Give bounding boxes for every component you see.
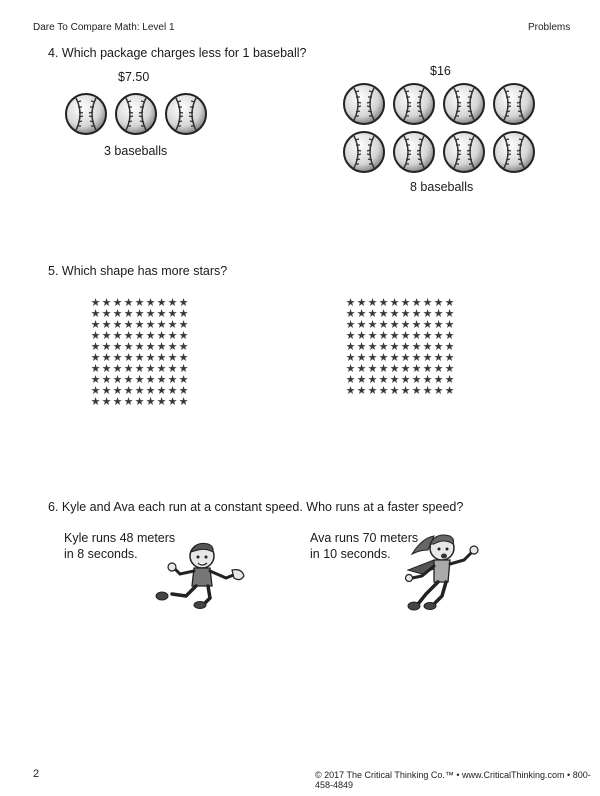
star-icon: ★ bbox=[178, 396, 189, 408]
star-icon: ★ bbox=[90, 297, 101, 309]
star-icon: ★ bbox=[145, 385, 156, 397]
star-icon: ★ bbox=[178, 341, 189, 353]
star-icon: ★ bbox=[400, 352, 411, 364]
star-icon: ★ bbox=[101, 341, 112, 353]
star-icon: ★ bbox=[123, 363, 134, 375]
question-4-text: 4. Which package charges less for 1 baseball? bbox=[48, 46, 307, 60]
star-icon: ★ bbox=[433, 385, 444, 397]
star-icon: ★ bbox=[345, 374, 356, 386]
star-icon: ★ bbox=[444, 385, 455, 397]
star-icon: ★ bbox=[422, 341, 433, 353]
star-icon: ★ bbox=[112, 374, 123, 386]
star-icon: ★ bbox=[156, 308, 167, 320]
star-icon: ★ bbox=[433, 352, 444, 364]
star-icon: ★ bbox=[378, 319, 389, 331]
baseball-icon bbox=[442, 82, 486, 126]
star-icon: ★ bbox=[411, 352, 422, 364]
ava-line-1: Ava runs 70 meters bbox=[310, 531, 419, 545]
question-6-text: 6. Kyle and Ava each run at a constant speed. Who runs at a faster speed? bbox=[48, 500, 464, 514]
star-icon: ★ bbox=[167, 341, 178, 353]
star-icon: ★ bbox=[367, 374, 378, 386]
star-icon: ★ bbox=[112, 396, 123, 408]
star-icon: ★ bbox=[367, 385, 378, 397]
star-icon: ★ bbox=[134, 374, 145, 386]
star-icon: ★ bbox=[356, 385, 367, 397]
left-package-caption: 3 baseballs bbox=[104, 144, 168, 158]
star-icon: ★ bbox=[444, 330, 455, 342]
star-icon: ★ bbox=[367, 330, 378, 342]
star-icon: ★ bbox=[156, 319, 167, 331]
star-icon: ★ bbox=[378, 363, 389, 375]
star-icon: ★ bbox=[178, 297, 189, 309]
star-icon: ★ bbox=[356, 374, 367, 386]
star-icon: ★ bbox=[345, 352, 356, 364]
star-icon: ★ bbox=[145, 341, 156, 353]
star-icon: ★ bbox=[422, 385, 433, 397]
star-icon: ★ bbox=[444, 374, 455, 386]
star-icon: ★ bbox=[345, 297, 356, 309]
star-icon: ★ bbox=[145, 396, 156, 408]
star-icon: ★ bbox=[134, 363, 145, 375]
star-icon: ★ bbox=[90, 396, 101, 408]
star-icon: ★ bbox=[400, 319, 411, 331]
star-icon: ★ bbox=[345, 341, 356, 353]
baseball-icon bbox=[392, 82, 436, 126]
star-icon: ★ bbox=[178, 374, 189, 386]
star-icon: ★ bbox=[345, 385, 356, 397]
star-icon: ★ bbox=[411, 341, 422, 353]
star-icon: ★ bbox=[101, 319, 112, 331]
star-icon: ★ bbox=[356, 297, 367, 309]
star-icon: ★ bbox=[134, 352, 145, 364]
star-icon: ★ bbox=[167, 308, 178, 320]
star-icon: ★ bbox=[345, 330, 356, 342]
kyle-line-1: Kyle runs 48 meters bbox=[64, 531, 176, 545]
star-icon: ★ bbox=[433, 330, 444, 342]
star-icon: ★ bbox=[378, 341, 389, 353]
star-icon: ★ bbox=[444, 297, 455, 309]
star-icon: ★ bbox=[444, 363, 455, 375]
star-icon: ★ bbox=[389, 319, 400, 331]
star-icon: ★ bbox=[411, 297, 422, 309]
right-package-baseballs bbox=[342, 82, 536, 174]
star-icon: ★ bbox=[167, 352, 178, 364]
star-icon: ★ bbox=[411, 319, 422, 331]
star-icon: ★ bbox=[134, 385, 145, 397]
star-icon: ★ bbox=[378, 385, 389, 397]
star-icon: ★ bbox=[411, 374, 422, 386]
star-icon: ★ bbox=[167, 385, 178, 397]
star-icon: ★ bbox=[356, 308, 367, 320]
star-icon: ★ bbox=[389, 363, 400, 375]
star-icon: ★ bbox=[356, 330, 367, 342]
star-icon: ★ bbox=[112, 308, 123, 320]
star-icon: ★ bbox=[178, 330, 189, 342]
star-icon: ★ bbox=[367, 308, 378, 320]
star-icon: ★ bbox=[378, 374, 389, 386]
star-icon: ★ bbox=[145, 374, 156, 386]
ava-runner-illustration bbox=[400, 528, 490, 614]
baseball-icon bbox=[492, 130, 536, 174]
star-icon: ★ bbox=[378, 330, 389, 342]
star-icon: ★ bbox=[356, 352, 367, 364]
star-icon: ★ bbox=[178, 352, 189, 364]
star-icon: ★ bbox=[422, 319, 433, 331]
star-icon: ★ bbox=[145, 330, 156, 342]
star-icon: ★ bbox=[411, 363, 422, 375]
star-icon: ★ bbox=[167, 374, 178, 386]
star-icon: ★ bbox=[389, 341, 400, 353]
star-icon: ★ bbox=[378, 352, 389, 364]
question-5-text: 5. Which shape has more stars? bbox=[48, 264, 228, 278]
star-icon: ★ bbox=[367, 319, 378, 331]
baseball-icon bbox=[442, 130, 486, 174]
star-icon: ★ bbox=[112, 297, 123, 309]
star-icon: ★ bbox=[356, 363, 367, 375]
star-icon: ★ bbox=[134, 396, 145, 408]
star-icon: ★ bbox=[112, 341, 123, 353]
star-icon: ★ bbox=[389, 330, 400, 342]
star-icon: ★ bbox=[400, 385, 411, 397]
star-icon: ★ bbox=[400, 374, 411, 386]
star-icon: ★ bbox=[178, 385, 189, 397]
baseball-icon bbox=[392, 130, 436, 174]
star-icon: ★ bbox=[178, 363, 189, 375]
section-label: Problems bbox=[528, 22, 571, 33]
star-icon: ★ bbox=[101, 330, 112, 342]
star-icon: ★ bbox=[112, 319, 123, 331]
star-icon: ★ bbox=[400, 363, 411, 375]
star-icon: ★ bbox=[101, 396, 112, 408]
kyle-line-2: in 8 seconds. bbox=[64, 547, 138, 561]
star-icon: ★ bbox=[422, 363, 433, 375]
star-icon: ★ bbox=[90, 363, 101, 375]
baseball-icon bbox=[492, 82, 536, 126]
star-icon: ★ bbox=[156, 330, 167, 342]
kyle-runner-illustration bbox=[150, 538, 250, 610]
star-icon: ★ bbox=[156, 352, 167, 364]
star-icon: ★ bbox=[167, 319, 178, 331]
star-icon: ★ bbox=[356, 319, 367, 331]
baseball-icon bbox=[64, 92, 108, 136]
baseball-icon bbox=[164, 92, 208, 136]
left-package-baseballs bbox=[64, 92, 208, 136]
star-icon: ★ bbox=[400, 341, 411, 353]
star-icon: ★ bbox=[90, 352, 101, 364]
star-icon: ★ bbox=[400, 297, 411, 309]
star-icon: ★ bbox=[123, 319, 134, 331]
star-icon: ★ bbox=[389, 374, 400, 386]
star-icon: ★ bbox=[444, 352, 455, 364]
star-icon: ★ bbox=[411, 308, 422, 320]
star-icon: ★ bbox=[167, 297, 178, 309]
star-icon: ★ bbox=[112, 385, 123, 397]
star-icon: ★ bbox=[123, 341, 134, 353]
book-title: Dare To Compare Math: Level 1 bbox=[33, 22, 175, 33]
star-icon: ★ bbox=[411, 330, 422, 342]
star-icon: ★ bbox=[367, 341, 378, 353]
star-icon: ★ bbox=[156, 396, 167, 408]
star-icon: ★ bbox=[345, 363, 356, 375]
star-icon: ★ bbox=[389, 308, 400, 320]
star-icon: ★ bbox=[112, 352, 123, 364]
star-icon: ★ bbox=[444, 308, 455, 320]
star-icon: ★ bbox=[90, 308, 101, 320]
page-number: 2 bbox=[33, 768, 40, 780]
star-icon: ★ bbox=[90, 374, 101, 386]
star-icon: ★ bbox=[367, 363, 378, 375]
star-icon: ★ bbox=[367, 297, 378, 309]
star-icon: ★ bbox=[101, 385, 112, 397]
star-icon: ★ bbox=[134, 319, 145, 331]
star-icon: ★ bbox=[134, 297, 145, 309]
ava-line-2: in 10 seconds. bbox=[310, 547, 391, 561]
star-icon: ★ bbox=[156, 385, 167, 397]
left-package-price: $7.50 bbox=[118, 70, 150, 84]
star-icon: ★ bbox=[433, 308, 444, 320]
star-icon: ★ bbox=[123, 308, 134, 320]
star-icon: ★ bbox=[444, 319, 455, 331]
star-icon: ★ bbox=[123, 374, 134, 386]
star-icon: ★ bbox=[167, 363, 178, 375]
star-icon: ★ bbox=[356, 341, 367, 353]
star-icon: ★ bbox=[433, 297, 444, 309]
star-icon: ★ bbox=[422, 352, 433, 364]
star-icon: ★ bbox=[178, 319, 189, 331]
star-icon: ★ bbox=[422, 297, 433, 309]
star-icon: ★ bbox=[178, 308, 189, 320]
star-icon: ★ bbox=[145, 297, 156, 309]
star-icon: ★ bbox=[433, 374, 444, 386]
right-package-caption: 8 baseballs bbox=[410, 180, 474, 194]
star-icon: ★ bbox=[101, 363, 112, 375]
star-icon: ★ bbox=[422, 374, 433, 386]
star-icon: ★ bbox=[389, 352, 400, 364]
star-icon: ★ bbox=[378, 308, 389, 320]
star-icon: ★ bbox=[167, 396, 178, 408]
star-icon: ★ bbox=[101, 308, 112, 320]
star-icon: ★ bbox=[134, 308, 145, 320]
baseball-icon bbox=[342, 130, 386, 174]
star-icon: ★ bbox=[156, 341, 167, 353]
star-icon: ★ bbox=[101, 374, 112, 386]
star-icon: ★ bbox=[112, 363, 123, 375]
star-icon: ★ bbox=[145, 319, 156, 331]
right-package-price: $16 bbox=[430, 64, 451, 78]
baseball-icon bbox=[342, 82, 386, 126]
star-icon: ★ bbox=[389, 297, 400, 309]
star-icon: ★ bbox=[367, 352, 378, 364]
star-icon: ★ bbox=[411, 385, 422, 397]
star-icon: ★ bbox=[156, 374, 167, 386]
star-icon: ★ bbox=[345, 308, 356, 320]
star-icon: ★ bbox=[101, 297, 112, 309]
star-icon: ★ bbox=[422, 308, 433, 320]
star-icon: ★ bbox=[123, 352, 134, 364]
star-icon: ★ bbox=[90, 319, 101, 331]
star-icon: ★ bbox=[90, 341, 101, 353]
star-icon: ★ bbox=[167, 330, 178, 342]
star-icon: ★ bbox=[422, 330, 433, 342]
star-icon: ★ bbox=[134, 330, 145, 342]
star-icon: ★ bbox=[123, 396, 134, 408]
copyright-line: © 2017 The Critical Thinking Co.™ • www.CriticalThinking.com • 800-458-4849 bbox=[315, 770, 591, 790]
star-icon: ★ bbox=[123, 385, 134, 397]
right-star-shape bbox=[345, 298, 455, 397]
star-icon: ★ bbox=[433, 363, 444, 375]
baseball-icon bbox=[114, 92, 158, 136]
star-icon: ★ bbox=[112, 330, 123, 342]
star-icon: ★ bbox=[345, 319, 356, 331]
star-icon: ★ bbox=[433, 319, 444, 331]
star-icon: ★ bbox=[400, 330, 411, 342]
star-icon: ★ bbox=[101, 352, 112, 364]
star-icon: ★ bbox=[123, 297, 134, 309]
star-icon: ★ bbox=[90, 330, 101, 342]
star-icon: ★ bbox=[156, 297, 167, 309]
star-icon: ★ bbox=[156, 363, 167, 375]
star-icon: ★ bbox=[378, 297, 389, 309]
star-icon: ★ bbox=[400, 308, 411, 320]
star-icon: ★ bbox=[134, 341, 145, 353]
star-icon: ★ bbox=[90, 385, 101, 397]
star-icon: ★ bbox=[433, 341, 444, 353]
star-icon: ★ bbox=[145, 308, 156, 320]
star-icon: ★ bbox=[145, 363, 156, 375]
star-icon: ★ bbox=[123, 330, 134, 342]
left-star-shape bbox=[90, 298, 189, 408]
star-icon: ★ bbox=[444, 341, 455, 353]
star-icon: ★ bbox=[389, 385, 400, 397]
star-icon: ★ bbox=[145, 352, 156, 364]
